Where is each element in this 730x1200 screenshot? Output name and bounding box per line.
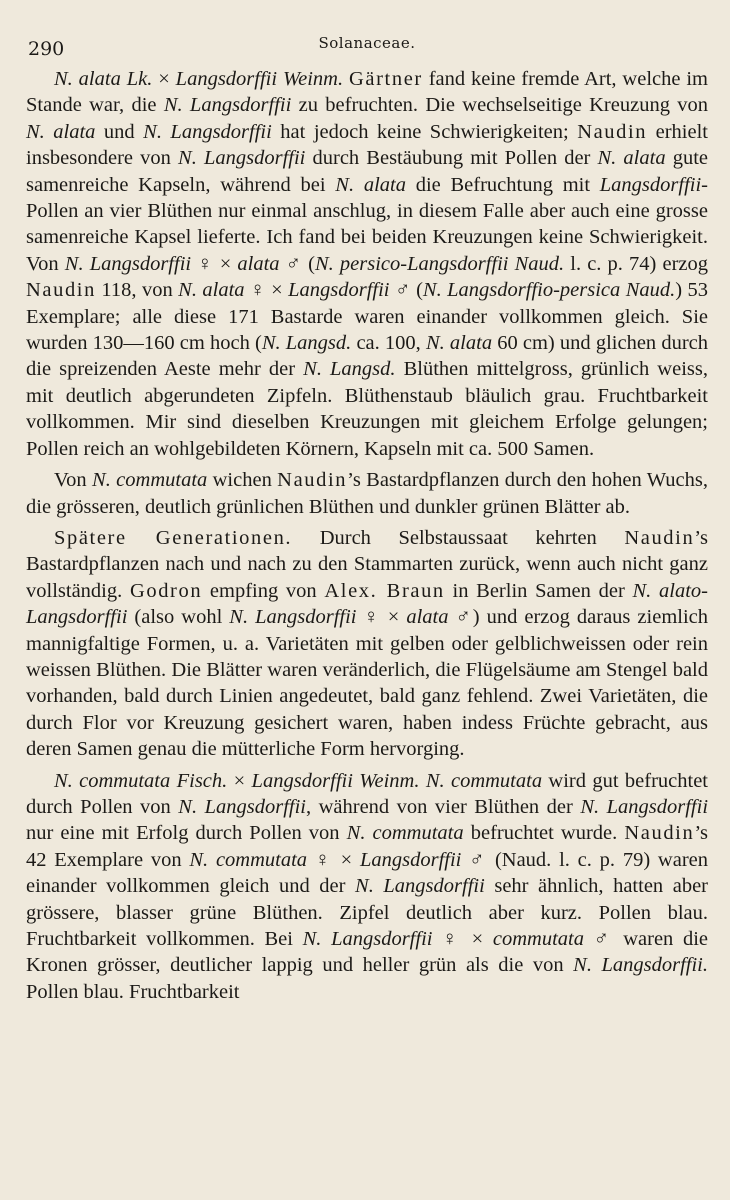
- italic-run: N. commutata: [346, 822, 464, 845]
- italic-run: N. commutata: [189, 848, 308, 871]
- spaced-run: Godron: [129, 579, 203, 602]
- italic-run: N. Langsd.: [303, 358, 396, 381]
- italic-run: N. Langsd.: [261, 332, 352, 355]
- italic-run: N. alata: [26, 120, 96, 143]
- text-run: (also wohl: [127, 606, 230, 629]
- text-run: ’s Bastardpflanzen durch den hohen Wuchs, die grösseren, deutlich grünlichen Blüthen und dunkler grünen Blätter ab.: [26, 469, 708, 518]
- italic-run: N. Langsdorffii: [229, 606, 357, 629]
- spaced-run: Naudin: [26, 279, 96, 302]
- text-run: ♂ (: [279, 252, 315, 275]
- paragraph: [26, 525, 708, 763]
- italic-run: Langsdorffii: [599, 173, 702, 196]
- italic-run: N. alato-Langsdorffii: [26, 579, 708, 629]
- italic-run: N. Langsdorffii: [143, 120, 272, 143]
- italic-run: alata: [406, 606, 449, 629]
- text-run: Durch Selbstaussaat kehrten: [292, 526, 625, 549]
- text-run: Blüthen mittelgross, grünlich weiss, mit deutlich abgerundeten Zipfeln. Blüthenstaub bläulich grau. Fruchtbarkeit vollkommen. Mir sind dieselben Kreuzungen mit gleichem Erfolge gelungen; Pollen reich an wohlgebildeten Körnern, Kapseln mit ca. 500 Samen.: [26, 358, 708, 460]
- body-text: [26, 66, 708, 1005]
- text-run: ’s 42 Exemplare von: [26, 822, 709, 871]
- italic-run: N. Langsdorffii: [302, 928, 433, 950]
- page-number: 290: [28, 38, 65, 60]
- italic-run: N. Langsdorffio-persica Naud.: [422, 279, 676, 302]
- spaced-run: Naudin: [277, 469, 348, 492]
- text-run: ♀ ×: [356, 606, 407, 629]
- italic-run: N. persico-Langsdorffii Naud.: [314, 252, 565, 275]
- text-run: ♀ ×: [307, 848, 360, 871]
- text-run: wichen: [207, 469, 278, 492]
- spaced-run: Naudin: [624, 526, 695, 549]
- italic-run: N. alata: [597, 147, 666, 170]
- spaced-run: Spätere Generationen.: [54, 526, 293, 549]
- text-run: ×: [233, 769, 252, 792]
- italic-run: N. alata: [425, 332, 493, 355]
- page-header: [26, 22, 708, 66]
- italic-run: N. alata: [178, 279, 245, 302]
- italic-run: N. Langsdorffii: [355, 875, 485, 898]
- italic-run: N. commutata Fisch.: [54, 769, 234, 792]
- paragraph: [26, 66, 708, 462]
- text-run: Pollen blau. Fruchtbarkeit: [26, 980, 240, 1003]
- italic-run: N. commutata: [425, 769, 543, 792]
- italic-run: alata: [237, 252, 280, 275]
- text-run: und: [95, 120, 144, 143]
- text-run: wird gut befruchtet durch Pollen von: [26, 769, 708, 818]
- text-run: , während von vier Blüthen der: [305, 795, 581, 818]
- italic-run: Langsdorffii: [288, 279, 390, 302]
- text-run: Von: [54, 469, 93, 492]
- spaced-run: Naudin: [624, 822, 695, 845]
- text-run: ♀ ×: [191, 252, 238, 275]
- text-run: ’s Bastardpflanzen nach und nach zu den Stammarten zurück, wenn auch nicht ganz vollständig.: [26, 526, 708, 602]
- text-run: die Befruchtung mit: [405, 173, 600, 196]
- text-run: ♀ ×: [432, 928, 493, 950]
- italic-run: Langsdorffii: [359, 848, 462, 871]
- text-run: nur eine mit Erfolg durch Pollen von: [26, 822, 347, 845]
- spaced-run: Naudin: [577, 120, 648, 143]
- text-run: -Pollen an vier Blüthen nur einmal anschlug, in diesem Falle aber auch eine grosse samenreiche Kapsel lieferte. Ich fand bei beiden Kreuzungen keine Schwierigkeit. Von: [26, 173, 708, 275]
- text-run: ♂ waren die Kronen grösser, deutlicher lappig und heller grün als die von: [26, 928, 709, 977]
- spaced-run: Gärtner: [349, 68, 423, 90]
- text-run: gute samenreiche Kapseln, während bei: [26, 147, 709, 196]
- text-run: zu befruchten. Die wechselseitige Kreuzung von: [291, 94, 709, 117]
- italic-run: N. Langsdorffii: [64, 252, 192, 275]
- text-run: in Berlin Samen der: [444, 579, 633, 602]
- running-head: Solanaceae.: [318, 34, 416, 52]
- text-run: 118, von: [95, 279, 179, 302]
- italic-run: commutata: [492, 928, 585, 950]
- italic-run: Langsdorffii Weinm.: [251, 769, 420, 792]
- italic-run: N. alata: [335, 173, 406, 196]
- text-run: hat jedoch keine Schwierigkeiten;: [271, 120, 578, 143]
- italic-run: N. Langsdorffii: [580, 795, 709, 818]
- italic-run: N. Langsdorffii: [163, 94, 292, 117]
- text-run: befruchtet wurde.: [463, 822, 625, 845]
- italic-run: N. Langsdorffii: [178, 147, 306, 170]
- paragraph: [26, 768, 708, 1006]
- text-run: ♀ ×: [244, 279, 289, 302]
- text-run: durch Bestäubung mit Pollen der: [305, 147, 598, 170]
- paragraph: [26, 467, 708, 520]
- italic-run: N. alata Lk.: [54, 68, 159, 90]
- italic-run: N. Langsdorffii: [178, 795, 306, 818]
- text-run: sehr ähnlich, hatten aber grössere, blasser grüne Blüthen. Zipfel deutlich aber kurz. Pollen blau. Fruchtbarkeit vollkommen. Bei: [26, 875, 709, 950]
- text-run: ) 53 Exemplare; alle diese 171 Bastarde waren einander vollkommen gleich. Sie wurden 130—160 cm hoch (: [26, 279, 709, 355]
- text-run: ×: [158, 68, 176, 90]
- text-run: ♂ (Naud. l. c. p. 79) waren einander vollkommen gleich und der: [26, 848, 709, 898]
- text-run: ♂) und erzog daraus ziemlich mannigfaltige Formen, u. a. Varietäten mit gelben oder gelblichweissen oder rein weissen Blüthen. Die Blätter waren veränderlich, die Flügelsäume am Stengel bald vorhanden, bald durch Linien angedeutet, bald ganz fehlend. Zwei Varietäten, die durch Flor vor Kreuzung gesichert waren, haben indess Früchte gebracht, aus deren Samen genau die mütterliche Form hervorging.: [26, 606, 708, 761]
- spaced-run: Alex. Braun: [324, 579, 445, 602]
- text-run: 60 cm) und glichen durch die spreizenden Aeste mehr der: [26, 332, 708, 381]
- text-run: erhielt insbesondere von: [26, 120, 708, 170]
- italic-run: N. commutata: [92, 469, 208, 492]
- italic-run: N. Langsdorffii.: [573, 954, 708, 977]
- italic-run: Langsdorffii Weinm.: [175, 68, 344, 90]
- text-run: ♂ (: [389, 279, 423, 302]
- text-run: empfing von: [202, 579, 325, 602]
- text-run: ca. 100,: [351, 332, 426, 355]
- text-run: l. c. p. 74) erzog: [564, 252, 709, 275]
- text-run: fand keine fremde Art, welche im Stande war, die: [26, 68, 709, 117]
